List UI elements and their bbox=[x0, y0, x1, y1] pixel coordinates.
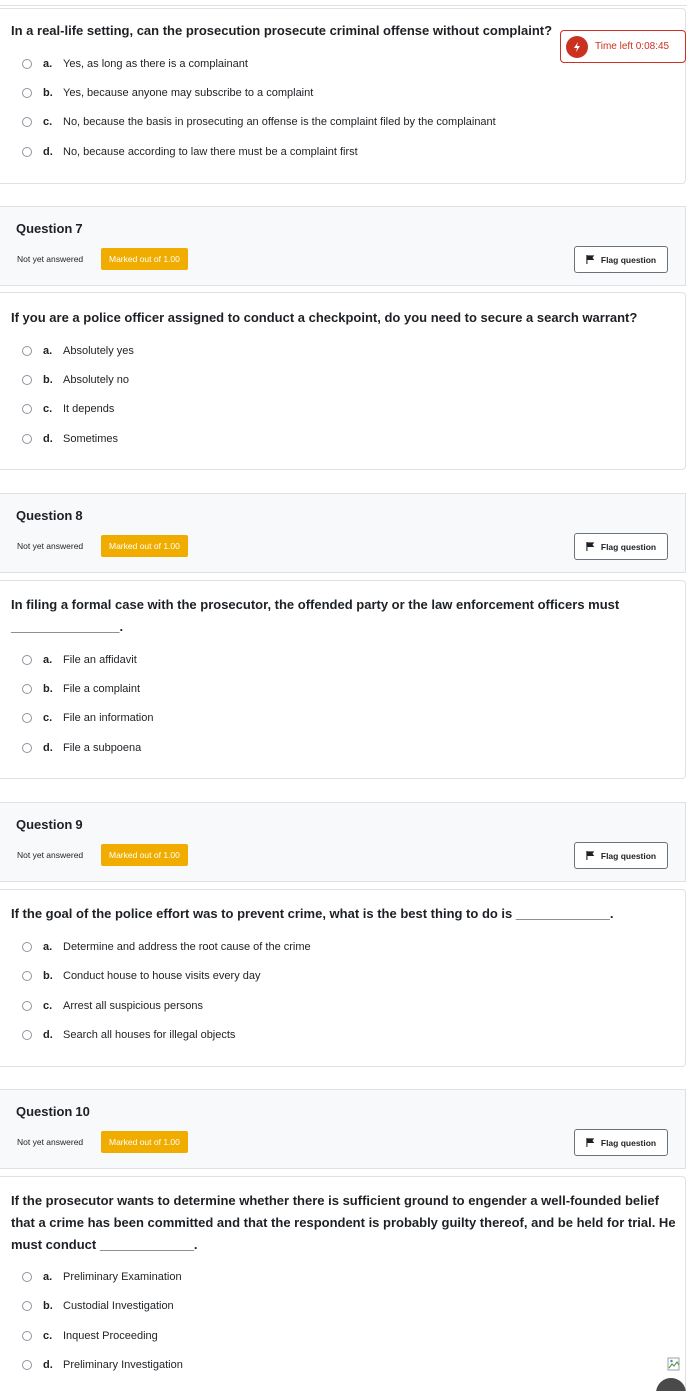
grade-badge: Marked out of 1.00 bbox=[101, 844, 188, 866]
option-label: File a subpoena bbox=[63, 742, 142, 754]
option-label: Preliminary Investigation bbox=[63, 1359, 183, 1371]
question-6-text: In a real-life setting, can the prosecution prosecute criminal offense without complaint? bbox=[11, 23, 553, 38]
broken-image-icon bbox=[667, 1357, 681, 1371]
q10-option-d[interactable]: d. Preliminary Investigation bbox=[22, 1357, 183, 1373]
option-label: Custodial Investigation bbox=[63, 1300, 174, 1312]
flag-question-button[interactable]: Flag question bbox=[574, 842, 668, 869]
radio-button[interactable] bbox=[22, 971, 32, 981]
option-label: File an affidavit bbox=[63, 654, 137, 666]
timer-label: Time left 0:08:45 bbox=[595, 41, 670, 52]
grade-badge: Marked out of 1.00 bbox=[101, 1131, 188, 1153]
option-label: Inquest Proceeding bbox=[63, 1330, 158, 1342]
question-8-info bbox=[0, 493, 686, 573]
question-7-info bbox=[0, 206, 686, 286]
option-label: Absolutely yes bbox=[63, 345, 134, 357]
radio-button[interactable] bbox=[22, 1301, 32, 1311]
q8-option-d[interactable]: d. File a subpoena bbox=[22, 740, 141, 756]
question-state: Not yet answered bbox=[9, 1131, 91, 1153]
q7-option-b[interactable]: b. Absolutely no bbox=[22, 372, 129, 388]
question-10-text-line-2: that a crime has been committed and that the respondent is probably guilty thereof, and be held for trial. He bbox=[11, 1215, 676, 1230]
option-label: File a complaint bbox=[63, 683, 141, 695]
flag-icon bbox=[586, 255, 595, 264]
radio-button[interactable] bbox=[22, 1272, 32, 1282]
grade-badge: Marked out of 1.00 bbox=[101, 535, 188, 557]
question-9-info bbox=[0, 802, 686, 882]
q7-option-d[interactable]: d. Sometimes bbox=[22, 431, 118, 447]
question-number: Question 10 bbox=[16, 1104, 90, 1119]
radio-button[interactable] bbox=[22, 1001, 32, 1011]
radio-button[interactable] bbox=[22, 1331, 32, 1341]
grade-badge: Marked out of 1.00 bbox=[101, 248, 188, 270]
option-label: Search all houses for illegal objects bbox=[63, 1029, 236, 1041]
radio-button[interactable] bbox=[22, 434, 32, 444]
option-label: No, because according to law there must be a complaint first bbox=[63, 146, 358, 158]
q10-option-a[interactable]: a. Preliminary Examination bbox=[22, 1269, 182, 1285]
option-label: Absolutely no bbox=[63, 374, 130, 386]
question-7-text: If you are a police officer assigned to conduct a checkpoint, do you need to secure a search warrant? bbox=[11, 310, 638, 325]
option-label: Yes, as long as there is a complainant bbox=[63, 58, 248, 70]
radio-button[interactable] bbox=[22, 942, 32, 952]
question-state: Not yet answered bbox=[9, 248, 91, 270]
option-label: Determine and address the root cause of the crime bbox=[63, 941, 311, 953]
radio-button[interactable] bbox=[22, 743, 32, 753]
radio-button[interactable] bbox=[22, 147, 32, 157]
question-number: Question 8 bbox=[16, 508, 83, 523]
q8-option-b[interactable]: b. File a complaint bbox=[22, 681, 140, 697]
radio-button[interactable] bbox=[22, 404, 32, 414]
radio-button[interactable] bbox=[22, 1360, 32, 1370]
q9-option-d[interactable]: d. Search all houses for illegal objects bbox=[22, 1027, 235, 1043]
radio-button[interactable] bbox=[22, 346, 32, 356]
radio-button[interactable] bbox=[22, 59, 32, 69]
q9-option-a[interactable]: a. Determine and address the root cause of the crime bbox=[22, 939, 311, 955]
option-label: Arrest all suspicious persons bbox=[63, 1000, 204, 1012]
top-divider bbox=[0, 0, 687, 6]
question-number: Question 7 bbox=[16, 221, 83, 236]
radio-button[interactable] bbox=[22, 88, 32, 98]
quiz-timer bbox=[560, 30, 686, 63]
question-10-text-line-1: If the prosecutor wants to determine whether there is sufficient ground to engender a well-founded belief bbox=[11, 1193, 659, 1208]
question-state: Not yet answered bbox=[9, 535, 91, 557]
radio-button[interactable] bbox=[22, 713, 32, 723]
option-label: Yes, because anyone may subscribe to a complaint bbox=[63, 87, 314, 99]
question-8-text-line-2: _______________. bbox=[11, 619, 124, 634]
q6-option-d[interactable]: d. No, because according to law there must be a complaint first bbox=[22, 144, 358, 160]
flag-question-button[interactable]: Flag question bbox=[574, 246, 668, 273]
radio-button[interactable] bbox=[22, 117, 32, 127]
q10-option-c[interactable]: c. Inquest Proceeding bbox=[22, 1328, 158, 1344]
flag-icon bbox=[586, 1138, 595, 1147]
radio-button[interactable] bbox=[22, 375, 32, 385]
flag-icon bbox=[586, 542, 595, 551]
q9-option-b[interactable]: b. Conduct house to house visits every day bbox=[22, 968, 261, 984]
option-label: File an information bbox=[63, 712, 154, 724]
question-9-text: If the goal of the police effort was to prevent crime, what is the best thing to do is _____________. bbox=[11, 906, 614, 921]
question-number: Question 9 bbox=[16, 817, 83, 832]
q6-option-b[interactable]: b. Yes, because anyone may subscribe to a complaint bbox=[22, 85, 313, 101]
q6-option-c[interactable]: c. No, because the basis in prosecuting an offense is the complaint filed by the complainant bbox=[22, 114, 496, 130]
q8-option-c[interactable]: c. File an information bbox=[22, 710, 154, 726]
q7-option-a[interactable]: a. Absolutely yes bbox=[22, 343, 134, 359]
q9-option-c[interactable]: c. Arrest all suspicious persons bbox=[22, 998, 203, 1014]
q6-option-a[interactable]: a. Yes, as long as there is a complainant bbox=[22, 56, 248, 72]
radio-button[interactable] bbox=[22, 655, 32, 665]
question-10-text-line-3: must conduct _____________. bbox=[11, 1237, 198, 1252]
q10-option-b[interactable]: b. Custodial Investigation bbox=[22, 1298, 174, 1314]
option-label: It depends bbox=[63, 403, 115, 415]
option-label: No, because the basis in prosecuting an offense is the complaint filed by the complainant bbox=[63, 116, 496, 128]
option-label: Sometimes bbox=[63, 433, 119, 445]
flag-question-button[interactable]: Flag question bbox=[574, 1129, 668, 1156]
option-label: Preliminary Examination bbox=[63, 1271, 182, 1283]
question-8-text-line-1: In filing a formal case with the prosecutor, the offended party or the law enforcement officers must bbox=[11, 597, 620, 612]
option-label: Conduct house to house visits every day bbox=[63, 970, 261, 982]
radio-button[interactable] bbox=[22, 1030, 32, 1040]
radio-button[interactable] bbox=[22, 684, 32, 694]
question-10-info bbox=[0, 1089, 686, 1169]
flag-icon bbox=[586, 851, 595, 860]
q8-option-a[interactable]: a. File an affidavit bbox=[22, 652, 137, 668]
timer-icon bbox=[566, 36, 588, 58]
question-state: Not yet answered bbox=[9, 844, 91, 866]
flag-question-button[interactable]: Flag question bbox=[574, 533, 668, 560]
q7-option-c[interactable]: c. It depends bbox=[22, 401, 114, 417]
